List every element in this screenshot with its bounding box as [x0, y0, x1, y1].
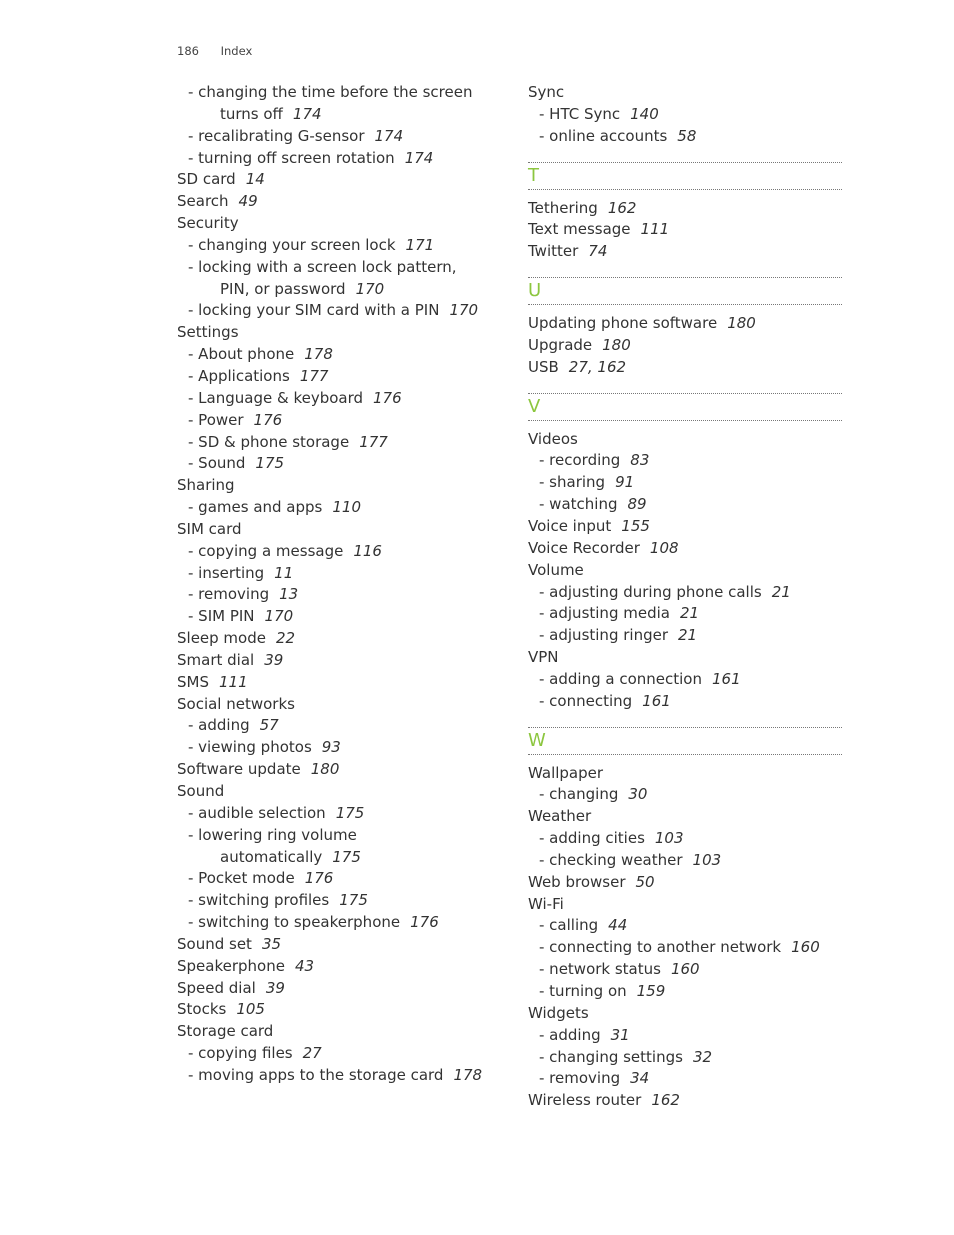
- index-entry: [528, 82, 842, 104]
- index-subentry: [528, 937, 842, 959]
- entry-text: Wallpaper: [528, 763, 604, 782]
- entry-text: Tethering: [528, 198, 598, 217]
- section-letter: W: [528, 729, 546, 751]
- index-entry: [528, 1090, 842, 1112]
- entry-text: PIN, or password: [220, 279, 346, 298]
- page-reference-link[interactable]: 27, 162: [568, 357, 627, 376]
- entry-text: - Power: [188, 410, 244, 429]
- index-subentry: [177, 912, 507, 934]
- index-column-left: [177, 82, 507, 1087]
- entry-text: - SD & phone storage: [188, 432, 350, 451]
- index-entry: [528, 198, 842, 220]
- page-reference-link[interactable]: 174: [292, 104, 322, 123]
- index-entry: [177, 672, 507, 694]
- page-reference-link[interactable]: 174: [404, 148, 434, 167]
- index-entry: [177, 628, 507, 650]
- index-entry: [177, 781, 507, 803]
- index-subentry: [177, 606, 507, 628]
- index-subentry: [528, 959, 842, 981]
- page-reference-link[interactable]: 116: [353, 541, 382, 560]
- entry-text: USB: [528, 357, 559, 376]
- index-subentry: [177, 825, 507, 847]
- index-entry: [528, 219, 842, 241]
- index-subentry: [177, 584, 507, 606]
- entry-text: - audible selection: [188, 803, 326, 822]
- index-subentry: [177, 890, 507, 912]
- index-entry: [177, 322, 507, 344]
- entry-text: Videos: [528, 429, 578, 448]
- entry-text: - turning off screen rotation: [188, 148, 395, 167]
- index-subentry: [177, 279, 507, 301]
- entry-text: - changing your screen lock: [188, 235, 396, 254]
- index-subentry: [177, 737, 507, 759]
- page-reference-link[interactable]: 178: [304, 345, 333, 364]
- entry-text: - copying a message: [188, 541, 344, 560]
- page-reference-link[interactable]: 103: [654, 829, 684, 848]
- index-subentry: [177, 235, 507, 257]
- entry-text: - adding: [188, 716, 250, 735]
- section-name: Index: [220, 44, 253, 58]
- entry-text: Volume: [528, 560, 584, 579]
- page-reference-link[interactable]: 174: [374, 126, 404, 145]
- page-reference-link[interactable]: 170: [355, 279, 385, 298]
- index-subentry: [177, 432, 507, 454]
- page-reference-link[interactable]: 89: [627, 495, 647, 514]
- entry-text: Social networks: [177, 694, 295, 713]
- entry-text: Settings: [177, 323, 239, 342]
- page-reference-link[interactable]: 162: [651, 1091, 680, 1110]
- page-reference-link[interactable]: 39: [265, 978, 285, 997]
- entry-text: - adjusting ringer: [539, 626, 668, 645]
- index-subentry: [528, 691, 842, 713]
- page-reference-link[interactable]: 171: [405, 235, 435, 254]
- entry-text: Storage card: [177, 1022, 274, 1041]
- entry-text: Sync: [528, 83, 565, 101]
- entry-text: - Language & keyboard: [188, 388, 364, 407]
- index-entry: [177, 650, 507, 672]
- index-subentry: [177, 453, 507, 475]
- page-header: [177, 44, 252, 58]
- entry-text: Wireless router: [528, 1091, 642, 1110]
- index-entry: [177, 956, 507, 978]
- page-reference-link[interactable]: 43: [294, 956, 315, 975]
- page-reference-link[interactable]: 176: [410, 913, 439, 932]
- page-reference-link[interactable]: 111: [219, 672, 248, 691]
- page-reference-link[interactable]: 50: [635, 872, 655, 891]
- entry-text: Upgrade: [528, 335, 593, 354]
- entry-text: - Applications: [188, 366, 290, 385]
- index-subentry: [528, 603, 842, 625]
- index-entry: [528, 357, 842, 379]
- page-reference-link[interactable]: 58: [677, 126, 697, 145]
- entry-text: - calling: [539, 916, 599, 935]
- index-entry: [177, 213, 507, 235]
- entry-text: turns off: [220, 104, 283, 123]
- page-reference-link[interactable]: 93: [321, 738, 341, 757]
- index-subentry: [528, 1025, 842, 1047]
- entry-text: Sound: [177, 782, 225, 800]
- index-subentry: [177, 715, 507, 737]
- entry-text: - Pocket mode: [188, 869, 295, 888]
- index-entry: [528, 872, 842, 894]
- index-subentry: [177, 541, 507, 563]
- page-reference-link[interactable]: 11: [274, 563, 294, 582]
- page-reference-link[interactable]: 161: [642, 691, 671, 710]
- entry-text: Stocks: [177, 1000, 227, 1019]
- page-reference-link[interactable]: 177: [299, 366, 329, 385]
- page-reference-link[interactable]: 176: [304, 869, 334, 888]
- page-reference-link[interactable]: 30: [628, 785, 648, 804]
- index-subentry: [177, 1065, 507, 1087]
- page-reference-link[interactable]: 108: [649, 538, 679, 557]
- page-reference-link[interactable]: 155: [621, 516, 650, 535]
- index-subentry: [528, 494, 842, 516]
- entry-text: - connecting: [539, 691, 633, 710]
- entry-text: Speed dial: [177, 978, 256, 997]
- index-subentry: [528, 850, 842, 872]
- index-entry: [177, 475, 507, 497]
- entry-text: Software update: [177, 760, 301, 779]
- index-subentry: [528, 669, 842, 691]
- entry-text: - moving apps to the storage card: [188, 1065, 444, 1084]
- entry-text: - online accounts: [539, 126, 668, 145]
- entry-text: Wi-Fi: [528, 894, 564, 913]
- index-subentry: [528, 828, 842, 850]
- index-entry: [528, 538, 842, 560]
- entry-text: - watching: [539, 495, 618, 514]
- section-letter: T: [528, 164, 539, 186]
- index-entry: [528, 516, 842, 538]
- page-reference-link[interactable]: 21: [771, 582, 791, 601]
- index-section-header: [528, 393, 842, 421]
- index-entry: [177, 934, 507, 956]
- page-reference-link[interactable]: 91: [615, 473, 635, 492]
- index-section-header: [528, 162, 842, 190]
- index-entry: [528, 560, 842, 582]
- entry-text: - removing: [188, 585, 270, 604]
- index-section-header: [528, 727, 842, 755]
- entry-text: - HTC Sync: [539, 104, 621, 123]
- entry-text: - network status: [539, 960, 661, 979]
- index-subentry: [177, 847, 507, 869]
- index-entry: [177, 1021, 507, 1043]
- entry-text: - sharing: [539, 473, 606, 492]
- entry-text: - adding a connection: [539, 669, 702, 688]
- entry-text: - connecting to another network: [539, 938, 782, 957]
- index-subentry: [528, 450, 842, 472]
- entry-text: SIM card: [177, 519, 242, 538]
- page-reference-link[interactable]: 49: [238, 192, 258, 211]
- entry-text: - adjusting media: [539, 604, 670, 623]
- page-reference-link[interactable]: 180: [310, 760, 340, 779]
- index-entry: [177, 999, 507, 1021]
- page-reference-link[interactable]: 170: [264, 607, 294, 626]
- page-reference-link[interactable]: 21: [679, 604, 700, 623]
- index-column-right: [528, 82, 842, 1112]
- index-subentry: [177, 497, 507, 519]
- entry-text: Voice input: [528, 516, 612, 535]
- entry-text: Weather: [528, 807, 592, 826]
- page-reference-link[interactable]: 74: [588, 242, 608, 261]
- section-letter: U: [528, 280, 542, 302]
- page-reference-link[interactable]: 140: [630, 104, 659, 123]
- index-entry: [177, 978, 507, 1000]
- entry-text: Sound set: [177, 934, 252, 953]
- entry-text: - locking your SIM card with a PIN: [188, 301, 440, 320]
- index-subentry: [177, 344, 507, 366]
- entry-text: - switching to speakerphone: [188, 913, 401, 932]
- index-subentry: [528, 104, 842, 126]
- entry-text: SMS: [177, 672, 209, 691]
- index-entry: [528, 313, 842, 335]
- index-entry: [528, 806, 842, 828]
- index-subentry: [177, 868, 507, 890]
- page-reference-link[interactable]: 162: [607, 198, 637, 217]
- page-reference-link[interactable]: 22: [275, 629, 296, 648]
- page-reference-link[interactable]: 103: [692, 850, 722, 869]
- entry-text: - switching profiles: [188, 891, 330, 910]
- entry-text: Search: [177, 192, 229, 211]
- index-subentry: [177, 563, 507, 585]
- index-entry: [528, 894, 842, 916]
- page-reference-link[interactable]: 13: [279, 585, 299, 604]
- entry-text: Widgets: [528, 1003, 589, 1022]
- page-reference-link[interactable]: 175: [332, 847, 361, 866]
- page-reference-link[interactable]: 57: [259, 716, 279, 735]
- index-entry: [528, 1003, 842, 1025]
- entry-text: - turning on: [539, 982, 627, 1000]
- index-subentry: [528, 126, 842, 148]
- index-entry: [177, 759, 507, 781]
- page-reference-link[interactable]: 14: [245, 170, 265, 189]
- page-reference-link[interactable]: 159: [636, 982, 666, 1000]
- index-subentry: [528, 981, 842, 1003]
- index-entry: [177, 519, 507, 541]
- section-letter: V: [528, 395, 541, 417]
- index-subentry: [177, 82, 507, 104]
- entry-text: - lowering ring volume: [188, 825, 357, 844]
- page-reference-link[interactable]: 44: [608, 916, 628, 935]
- page-reference-link[interactable]: 170: [449, 301, 479, 320]
- page-reference-link[interactable]: 32: [692, 1047, 713, 1066]
- entry-text: - SIM PIN: [188, 607, 255, 626]
- index-subentry: [177, 388, 507, 410]
- entry-text: Voice Recorder: [528, 538, 640, 557]
- entry-text: Text message: [528, 220, 631, 239]
- entry-text: - games and apps: [188, 498, 323, 517]
- entry-text: - changing: [539, 785, 619, 804]
- index-subentry: [528, 582, 842, 604]
- index-subentry: [177, 366, 507, 388]
- entry-text: - adding cities: [539, 829, 645, 848]
- entry-text: Smart dial: [177, 650, 255, 669]
- index-subentry: [177, 1043, 507, 1065]
- page-reference-link[interactable]: 31: [610, 1025, 630, 1044]
- entry-text: Updating phone software: [528, 314, 718, 333]
- entry-text: Speakerphone: [177, 956, 285, 975]
- entry-text: VPN: [528, 648, 559, 667]
- index-subentry: [177, 410, 507, 432]
- index-subentry: [177, 257, 507, 279]
- entry-text: automatically: [220, 847, 323, 866]
- page-reference-link[interactable]: 178: [453, 1065, 483, 1084]
- index-subentry: [528, 1047, 842, 1069]
- index-subentry: [177, 803, 507, 825]
- page-reference-link[interactable]: 105: [236, 1000, 265, 1019]
- entry-text: - changing the time before the screen: [188, 83, 473, 101]
- entry-text: Twitter: [528, 242, 579, 261]
- page-reference-link[interactable]: 161: [712, 669, 741, 688]
- entry-text: - recording: [539, 451, 621, 470]
- page-reference-link[interactable]: 160: [670, 960, 700, 979]
- index-section-header: [528, 277, 842, 305]
- page-reference-link[interactable]: 35: [261, 934, 282, 953]
- entry-text: - viewing photos: [188, 738, 312, 757]
- page-reference-link[interactable]: 176: [373, 388, 402, 407]
- page-reference-link[interactable]: 83: [630, 451, 650, 470]
- page-reference-link[interactable]: 176: [253, 410, 283, 429]
- index-subentry: [528, 784, 842, 806]
- entry-text: - recalibrating G-sensor: [188, 126, 365, 145]
- entry-text: - checking weather: [539, 850, 683, 869]
- index-entry: [528, 241, 842, 263]
- page-reference-link[interactable]: 27: [302, 1044, 322, 1063]
- index-entry: [177, 694, 507, 716]
- page-reference-link[interactable]: 175: [335, 803, 365, 822]
- entry-text: - inserting: [188, 563, 265, 582]
- index-subentry: [528, 625, 842, 647]
- index-entry: [177, 169, 507, 191]
- index-subentry: [528, 472, 842, 494]
- entry-text: - copying files: [188, 1044, 293, 1063]
- index-subentry: [528, 915, 842, 937]
- entry-text: - adding: [539, 1025, 601, 1044]
- index-entry: [528, 429, 842, 451]
- entry-text: Security: [177, 214, 239, 233]
- entry-text: - Sound: [188, 454, 246, 473]
- page-reference-link[interactable]: 39: [264, 650, 284, 669]
- index-subentry: [177, 104, 507, 126]
- entry-text: Sharing: [177, 476, 235, 495]
- page-reference-link[interactable]: 175: [255, 454, 285, 473]
- entry-text: SD card: [177, 170, 236, 189]
- entry-text: - adjusting during phone calls: [539, 582, 762, 601]
- entry-text: Sleep mode: [177, 629, 266, 648]
- page-reference-link[interactable]: 177: [359, 432, 388, 451]
- page-reference-link[interactable]: 111: [640, 220, 670, 239]
- page-reference-link[interactable]: 180: [727, 314, 756, 333]
- index-subentry: [177, 300, 507, 322]
- page-reference-link[interactable]: 34: [630, 1069, 650, 1088]
- index-entry: [528, 647, 842, 669]
- entry-text: - removing: [539, 1069, 621, 1088]
- entry-text: - About phone: [188, 345, 295, 364]
- entry-text: Web browser: [528, 872, 626, 891]
- index-subentry: [177, 126, 507, 148]
- page-reference-link[interactable]: 180: [602, 335, 631, 354]
- entry-text: - locking with a screen lock pattern,: [188, 257, 457, 276]
- entry-text: - changing settings: [539, 1047, 683, 1066]
- page-reference-link[interactable]: 160: [791, 938, 820, 957]
- page-reference-link[interactable]: 110: [332, 498, 361, 517]
- index-entry: [177, 191, 507, 213]
- index-subentry: [528, 1068, 842, 1090]
- page-reference-link[interactable]: 175: [339, 891, 368, 910]
- index-entry: [528, 763, 842, 785]
- index-subentry: [177, 148, 507, 170]
- page-reference-link[interactable]: 21: [678, 626, 698, 645]
- page-number: 186: [177, 44, 199, 58]
- index-entry: [528, 335, 842, 357]
